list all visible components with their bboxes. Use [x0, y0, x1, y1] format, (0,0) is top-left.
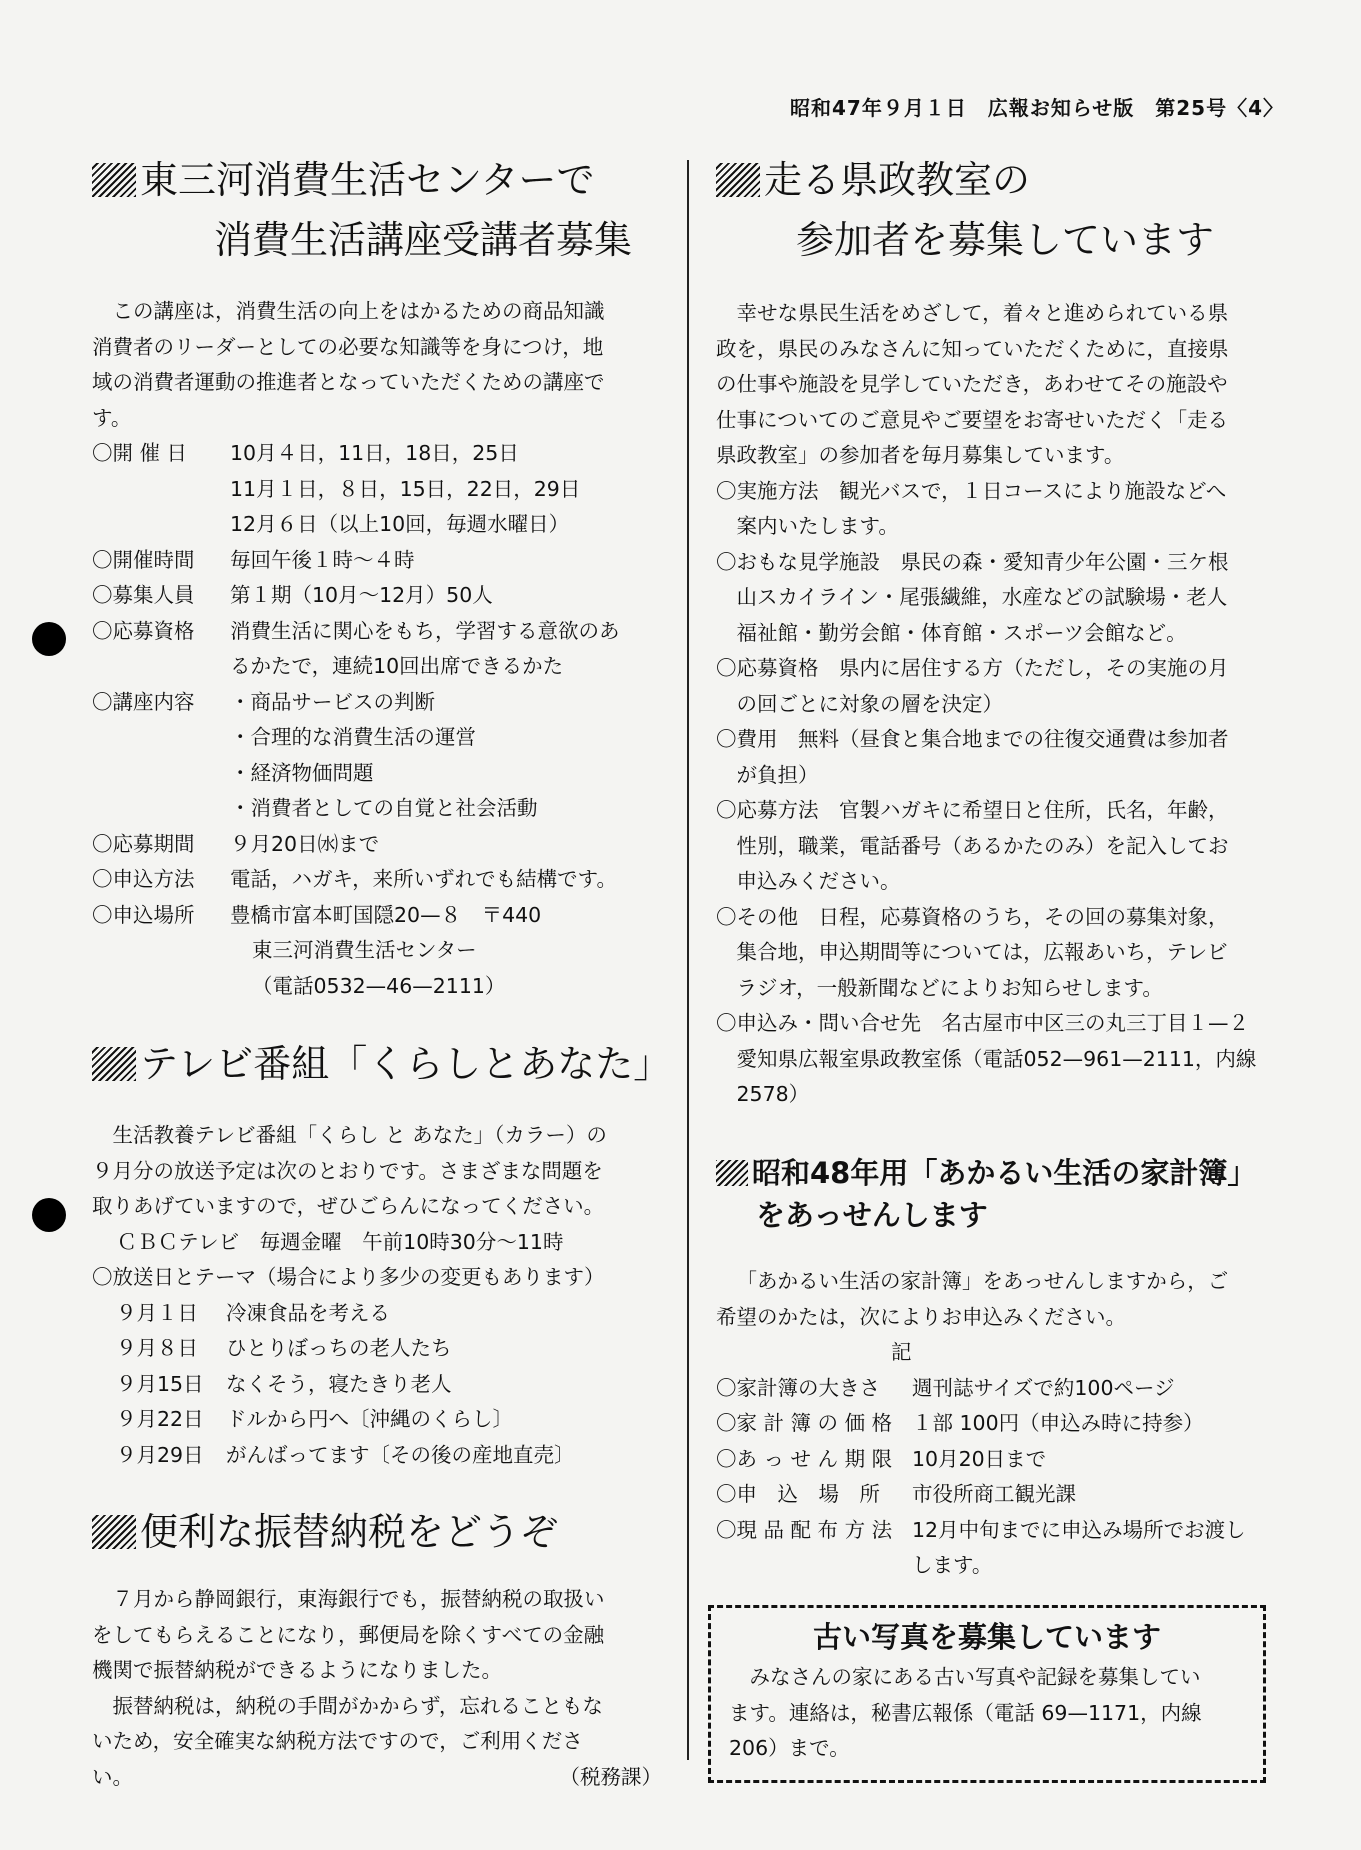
info-value: 観光バスで，１日コースにより施設などへ: [839, 478, 1227, 503]
article-tv-program: [92, 1034, 672, 1473]
schedule-row: ９月１日 冷凍食品を考える: [116, 1300, 390, 1325]
article-tax-transfer: [92, 1502, 662, 1795]
info-value: 消費生活に関心をもち，学習する意欲のあ: [230, 618, 620, 643]
info-row: [716, 1477, 1281, 1513]
info-item: [716, 1006, 1281, 1113]
notice-box-old-photos: [708, 1605, 1266, 1783]
channel-line: ＣＢＣテレビ 毎週金曜 午前10時30分〜11時: [116, 1229, 564, 1254]
paragraph-line: の仕事や施設を見学していただき，あわせてその施設や: [716, 372, 1228, 396]
info-value: ・消費者としての自覚と社会活動: [230, 796, 538, 820]
info-value: ・商品サービスの判断: [230, 689, 435, 714]
info-row: [92, 898, 662, 1005]
info-row: [92, 862, 662, 898]
column-divider: [687, 160, 689, 1760]
paragraph-line: 幸せな県民生活をめざして，着々と進められている県: [736, 301, 1229, 325]
info-label: 〇申込方法: [92, 867, 195, 891]
article-title: テレビ番組「くらしとあなた」: [92, 1034, 662, 1094]
info-value: 市役所商工観光課: [912, 1482, 1076, 1506]
paragraph-line: 生活教養テレビ番組「くらし と あなた」（カラー）の: [112, 1123, 607, 1147]
info-label: 〇申 込 場 所: [716, 1482, 880, 1506]
schedule-row: ９月29日 がんばってます〔その後の産地直売〕: [116, 1442, 575, 1467]
info-value: 日程，応募資格のうち，その回の募集対象，: [818, 904, 1229, 929]
info-value: ・合理的な消費生活の運営: [230, 725, 476, 749]
page-header: 昭和47年９月１日 広報お知らせ版 第25号〈4〉: [790, 96, 1284, 120]
info-value: 県内に居住する方（ただし，その実施の月: [839, 656, 1229, 680]
info-row: [716, 1371, 1281, 1407]
paragraph-line: す。: [92, 405, 132, 430]
hatch-icon: [92, 1515, 136, 1549]
article-prefecture-class: [716, 150, 1281, 1113]
paragraph-line: 希望のかたは，次によりお申込みください。: [716, 1304, 1126, 1329]
info-value: 10月４日，11日，18日，25日: [230, 441, 519, 465]
info-label: 〇費用: [716, 727, 778, 751]
info-label: 〇おもな見学施設: [716, 549, 880, 574]
paragraph-line: 政を，県民のみなさんに知っていただくために，直接県: [716, 336, 1229, 361]
info-value: 12月６日（以上10回，毎週水曜日）: [230, 512, 570, 536]
article-title: 便利な振替納税をどうぞ: [92, 1502, 662, 1562]
info-value: 豊橋市富本町国隠20—８ 〒440: [230, 902, 542, 927]
info-row: [92, 827, 662, 863]
info-label: 〇応募期間: [92, 831, 195, 856]
info-row: [92, 614, 662, 685]
article-title: 昭和48年用「あかるい生活の家計簿」: [716, 1152, 1281, 1194]
info-value: 愛知県広報室県政教室係（電話052—961—2111，内線: [736, 1046, 1257, 1071]
hatch-icon: [92, 163, 136, 197]
info-value: １部 100円（申込み時に持参）: [912, 1411, 1204, 1435]
info-label: 〇家 計 簿 の 価 格: [716, 1411, 893, 1435]
info-value: （電話0532—46—2111）: [252, 973, 506, 998]
article-title: をあっせんします: [756, 1198, 988, 1232]
info-item: [716, 651, 1281, 722]
info-value: 週刊誌サイズで約100ページ: [912, 1375, 1175, 1400]
paragraph-line: みなさんの家にある古い写真や記録を募集してい: [749, 1665, 1201, 1689]
info-item: [716, 900, 1281, 1007]
paragraph-line: この講座は，消費生活の向上をはかるための商品知識: [112, 299, 605, 323]
hatch-icon: [92, 1047, 136, 1081]
info-value: 官製ハガキに希望日と住所，氏名，年齢，: [839, 798, 1229, 822]
info-label: 〇募集人員: [92, 583, 195, 607]
info-value: 2578）: [736, 1082, 810, 1106]
info-label: 〇あ っ せ ん 期 限: [716, 1446, 893, 1471]
info-value: ９月20日㈬まで: [230, 831, 380, 856]
ki-mark: 記: [891, 1340, 912, 1364]
info-label: 〇応募方法: [716, 798, 819, 822]
paragraph-line: 消費者のリーダーとしての必要な知識等を身につけ，地: [92, 334, 604, 359]
info-value: 第１期（10月〜12月）50人: [230, 583, 493, 607]
schedule-row: ９月15日 なくそう，寝たきり老人: [116, 1371, 452, 1396]
paragraph-line: 振替納税は，納税の手間がかからず，忘れることもな: [112, 1693, 603, 1718]
info-item: [716, 474, 1281, 545]
paragraph-line: いため，安全確実な納税方法ですので，ご利用くださ: [92, 1729, 583, 1753]
info-value: 10月20日まで: [912, 1446, 1047, 1471]
schedule-row: ９月22日 ドルから円へ〔沖縄のくらし〕: [116, 1407, 513, 1431]
schedule-header: 〇放送日とテーマ（場合により多少の変更もあります）: [92, 1265, 605, 1289]
info-row: [92, 578, 662, 614]
info-value: 福祉館・勤労会館・体育館・スポーツ会館など。: [736, 620, 1187, 645]
info-label: 〇申込み・問い合せ先: [716, 1011, 921, 1035]
info-value: 案内いたします。: [736, 514, 899, 538]
info-value: ラジオ，一般新聞などによりお知らせします。: [736, 975, 1163, 1000]
info-label: 〇家計簿の大きさ: [716, 1375, 880, 1400]
paragraph-line: ます。連絡は，秘書広報係（電話 69—1171，内線: [729, 1700, 1202, 1725]
info-label: 〇その他: [716, 904, 798, 929]
info-label: 〇現 品 配 布 方 法: [716, 1517, 893, 1542]
info-label: 〇講座内容: [92, 689, 195, 714]
info-label: 〇実施方法: [716, 478, 819, 503]
info-row: [92, 543, 662, 579]
info-row: [716, 1406, 1281, 1442]
paragraph-line: 機関で振替納税ができるようになりました。: [92, 1658, 502, 1682]
article-title: 走る県政教室の: [716, 150, 1281, 210]
info-value: 集合地，申込期間等については，広報あいち，テレビ: [736, 940, 1228, 964]
paragraph-line: 「あかるい生活の家計簿」をあっせんしますから，ご: [736, 1269, 1229, 1293]
schedule-row: ９月８日 ひとりぼっちの老人たち: [116, 1336, 452, 1360]
info-value: 県民の森・愛知青少年公園・三ケ根: [900, 549, 1229, 574]
article-consumer-course: [92, 150, 662, 1004]
paragraph-line: ７月から静岡銀行，東海銀行でも，振替納税の取扱い: [112, 1587, 605, 1611]
binder-hole: [32, 1198, 66, 1232]
notice-title: 古い写真を募集しています: [812, 1620, 1161, 1654]
article-household-ledger: [716, 1152, 1281, 1584]
info-value: 12月中旬までに申込み場所でお渡し: [912, 1517, 1246, 1542]
hatch-icon: [716, 1160, 748, 1186]
info-row: [716, 1442, 1281, 1478]
info-row: [92, 436, 662, 543]
paragraph-line: 域の消費者運動の推進者となっていただくための講座で: [92, 370, 605, 394]
info-label: 〇開催時間: [92, 547, 195, 572]
binder-hole: [32, 622, 66, 656]
paragraph-line: 取りあげていますので，ぜひごらんになってください。: [92, 1194, 605, 1218]
info-item: [716, 793, 1281, 900]
info-value: が負担）: [736, 762, 819, 787]
hatch-icon: [716, 163, 760, 197]
info-item: [716, 545, 1281, 652]
info-value: 山スカイライン・尾張繊維，水産などの試験場・老人: [736, 585, 1228, 609]
info-value: 毎回午後１時〜４時: [230, 547, 415, 572]
info-row: [92, 685, 662, 827]
paragraph-line: 県政教室」の参加者を毎月募集しています。: [716, 443, 1125, 467]
paragraph-line: をしてもらえることになり，郵便局を除くすべての金融: [92, 1622, 605, 1647]
info-value: ・経済物価問題: [230, 760, 374, 785]
info-value: るかたで，連続10回出席できるかた: [230, 654, 564, 678]
info-value: 東三河消費生活センター: [252, 938, 477, 962]
info-value: 名古屋市中区三の丸三丁目１—２: [941, 1011, 1249, 1035]
paragraph-line: 206）まで。: [729, 1736, 850, 1760]
info-value: の回ごとに対象の層を決定）: [736, 691, 1003, 716]
article-title: 東三河消費生活センターで: [92, 150, 662, 210]
info-value: 電話，ハガキ，来所いずれでも結構です。: [230, 867, 618, 891]
info-value: 性別，職業，電話番号（あるかたのみ）を記入してお: [736, 833, 1229, 858]
info-value: します。: [912, 1553, 993, 1577]
paragraph-line: い。 （税務課）: [92, 1760, 662, 1796]
info-label: 〇応募資格: [716, 656, 819, 680]
paragraph-line: 仕事についてのご意見やご要望をお寄せいただく「走る: [716, 407, 1229, 432]
signature: （税務課）: [559, 1764, 662, 1789]
info-item: [716, 722, 1281, 793]
info-value: 無料（昼食と集合地までの往復交通費は参加者: [798, 727, 1229, 751]
info-label: 〇申込場所: [92, 902, 195, 927]
article-title: 参加者を募集しています: [796, 218, 1215, 262]
info-label: 〇応募資格: [92, 618, 195, 643]
article-title: 消費生活講座受講者募集: [214, 218, 633, 262]
info-value: 申込みください。: [736, 869, 901, 893]
info-row: [716, 1513, 1281, 1584]
info-value: 11月１日，８日，15日，22日，29日: [230, 476, 581, 501]
paragraph-line: ９月分の放送予定は次のとおりです。さまざまな問題を: [92, 1158, 603, 1183]
info-label: 〇開 催 日: [92, 441, 188, 465]
